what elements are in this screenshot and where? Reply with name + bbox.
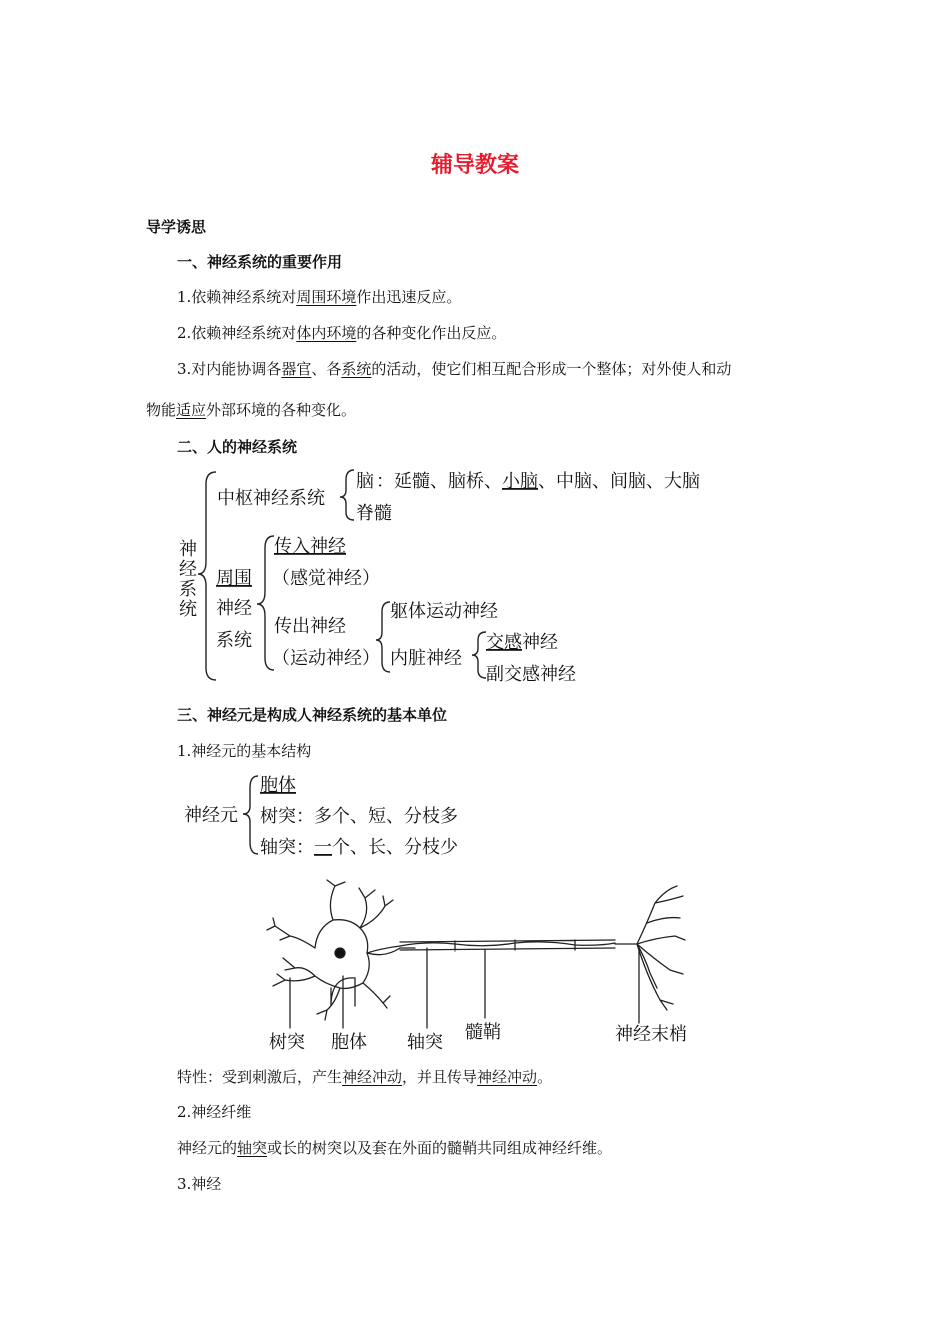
spinal-cord: 脊髓 bbox=[356, 503, 392, 524]
efferent-sub: （运动神经） bbox=[272, 648, 380, 669]
axon-line bbox=[367, 946, 400, 953]
brace-root bbox=[198, 472, 216, 680]
section1-item-2: 2.依赖神经系统对体内环境的各种变化作出反应。 bbox=[177, 324, 507, 342]
afferent-sub: （感觉神经） bbox=[272, 568, 380, 589]
brace-neuron bbox=[243, 776, 258, 854]
nervous-system-tree bbox=[170, 462, 700, 692]
page-title: 辅导教案 bbox=[430, 153, 519, 178]
peripheral-line-1: 周围 bbox=[216, 568, 252, 589]
root-char-2: 经 bbox=[179, 559, 197, 580]
efferent-nerve: 传出神经 bbox=[274, 616, 346, 637]
neuron-property: 特性：受到刺激后，产生神经冲动，并且传导神经冲动。 bbox=[177, 1068, 553, 1086]
dendrite-desc: 树突：多个、短、分枝多 bbox=[260, 806, 458, 827]
label-nerve-terminal: 神经末梢 bbox=[615, 1024, 687, 1045]
neuron-structure-tree bbox=[178, 770, 478, 862]
section1-item-1: 1.依赖神经系统对周围环境作出迅速反应。 bbox=[177, 288, 462, 306]
guide-heading: 导学诱思 bbox=[146, 218, 207, 236]
root-char-4: 统 bbox=[179, 599, 197, 620]
brain-parts: ：延髓、脑桥、小脑、中脑、间脑、大脑 bbox=[376, 471, 700, 492]
label-axon: 轴突 bbox=[407, 1032, 443, 1053]
brace-visceral bbox=[472, 632, 486, 678]
root-char-3: 系 bbox=[179, 579, 197, 600]
neuron-label: 神经元 bbox=[184, 805, 238, 826]
visceral-nerve: 内脏神经 bbox=[390, 648, 462, 669]
neuron-diagram bbox=[255, 878, 705, 1053]
brace-central bbox=[340, 470, 354, 520]
leader-soma bbox=[331, 976, 355, 1028]
peripheral-line-2: 神经 bbox=[216, 598, 252, 619]
myelin-sheath bbox=[400, 940, 615, 951]
axon-terminal-branches bbox=[615, 886, 685, 1010]
somatic-motor-nerve: 躯体运动神经 bbox=[390, 601, 498, 622]
nerve-fiber-subheading: 2.神经纤维 bbox=[177, 1103, 252, 1121]
neuron-structure-subheading: 1.神经元的基本结构 bbox=[177, 742, 312, 760]
soma-label: 胞体 bbox=[260, 775, 296, 796]
label-dendrite: 树突 bbox=[269, 1032, 305, 1053]
nucleus-icon bbox=[335, 948, 345, 958]
label-soma: 胞体 bbox=[331, 1032, 367, 1053]
nerve-subheading: 3.神经 bbox=[177, 1175, 222, 1193]
nerve-fiber-desc: 神经元的轴突或长的树突以及套在外面的髓鞘共同组成神经纤维。 bbox=[177, 1139, 613, 1157]
section3-heading: 三、神经元是构成人神经系统的基本单位 bbox=[177, 706, 448, 724]
central-nervous-system: 中枢神经系统 bbox=[217, 488, 325, 509]
section1-heading: 一、神经系统的重要作用 bbox=[177, 253, 343, 271]
axon-desc: 轴突：一个、长、分枝少 bbox=[260, 837, 458, 858]
parasympathetic-nerve: 副交感神经 bbox=[486, 664, 576, 685]
afferent-nerve: 传入神经 bbox=[274, 536, 346, 557]
peripheral-line-3: 系统 bbox=[216, 630, 252, 651]
section1-item-3: 3.对内能协调各器官、各系统的活动，使它们相互配合形成一个整体；对外使人和动 bbox=[177, 360, 732, 378]
root-char-1: 神 bbox=[179, 539, 197, 560]
section2-heading: 二、人的神经系统 bbox=[177, 438, 298, 456]
section1-item-3-cont: 物能适应外部环境的各种变化。 bbox=[146, 401, 357, 419]
sympathetic-nerve: 交感神经 bbox=[486, 632, 558, 653]
label-myelin: 髓鞘 bbox=[465, 1022, 501, 1043]
brain-label: 脑 bbox=[356, 471, 374, 492]
